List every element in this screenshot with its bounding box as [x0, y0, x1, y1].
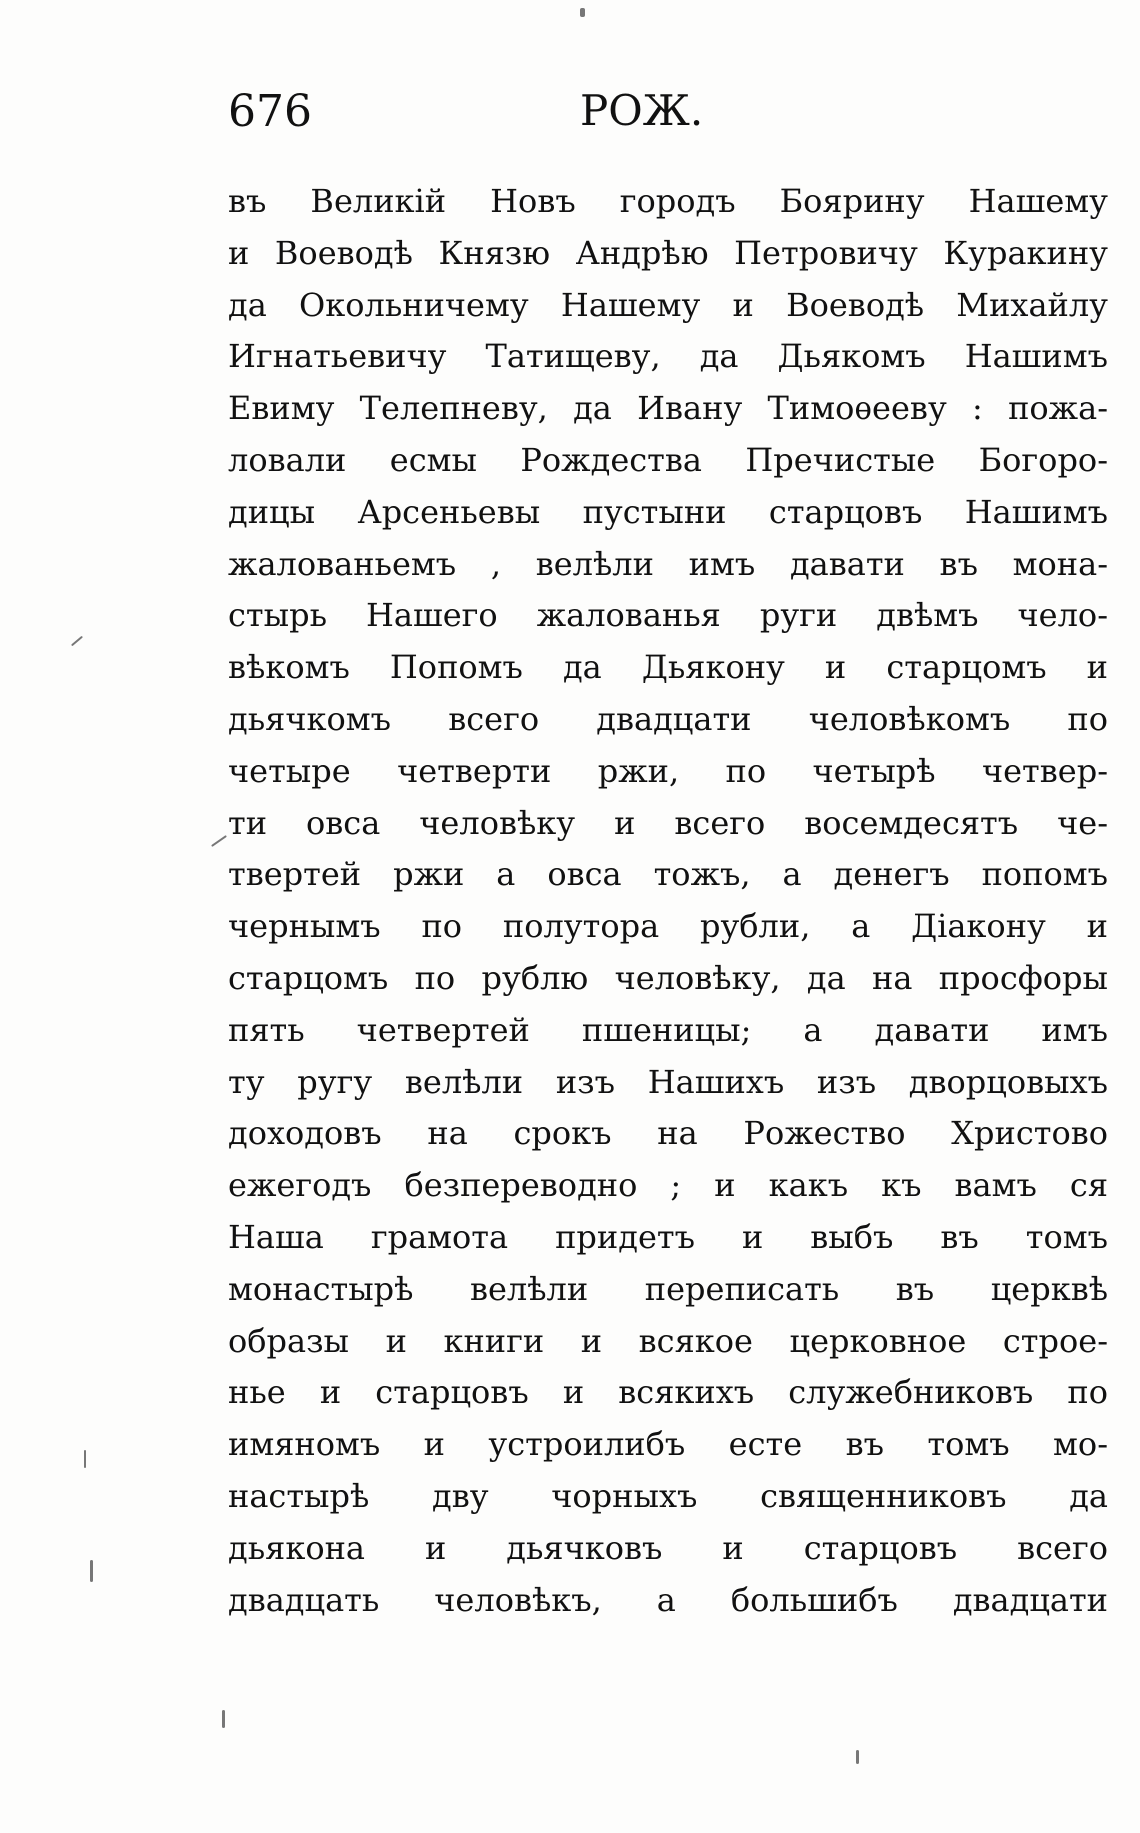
text-line: доходовъ на срокъ на Рожество Христово	[228, 1114, 1108, 1153]
text-line: двадцать человѣкъ, а большибъ двадцати	[228, 1580, 1108, 1619]
text-line: дьякона и дьячковъ и старцовъ всего	[228, 1528, 1108, 1567]
text-line: старцомъ по рублю человѣку, да на просфоры	[228, 958, 1108, 997]
text-line: дьячкомъ всего двадцати человѣкомъ по	[228, 699, 1108, 738]
scan-speck	[71, 636, 83, 647]
page-header	[228, 86, 1108, 146]
text-line: Наша грамота придетъ и выбъ въ томъ	[228, 1217, 1108, 1256]
body-text	[228, 176, 1108, 1626]
running-head: РОЖ.	[580, 86, 704, 135]
text-line: ежегодъ безпереводно ; и какъ къ вамъ ся	[228, 1166, 1108, 1205]
scan-speck	[90, 1560, 93, 1582]
text-line: ловали есмы Рождества Пречистые Богоро-	[228, 440, 1108, 479]
page-number: 676	[228, 86, 312, 137]
text-line: въ Великiй Новъ городъ Боярину Нашему	[228, 182, 1108, 220]
text-line: дицы Арсеньевы пустыни старцовъ Нашимъ	[228, 492, 1108, 531]
text-line: нье и старцовъ и всякихъ служебниковъ по	[228, 1373, 1108, 1412]
text-line: монастырѣ велѣли переписать въ церквѣ	[228, 1269, 1108, 1308]
scan-speck	[211, 835, 227, 847]
text-line: стырь Нашего жалованья руги двѣмъ чело-	[228, 596, 1108, 635]
text-line: жалованьемъ , велѣли имъ давати въ мона-	[228, 544, 1108, 583]
text-line: Евиму Телепневу, да Ивану Тимоѳееву : пожа-	[228, 389, 1108, 428]
text-line: и Воеводѣ Князю Андрѣю Петровичу Куракину	[228, 233, 1108, 272]
text-line: вѣкомъ Попомъ да Дьякону и старцомъ и	[228, 648, 1108, 687]
scan-speck	[222, 1710, 225, 1728]
text-line: образы и книги и всякое церковное строе-	[228, 1321, 1108, 1360]
text-line: твертей ржи а овса тожъ, а денегъ попомъ	[228, 855, 1108, 894]
text-line: да Окольничему Нашему и Воеводѣ Михайлу	[228, 285, 1108, 324]
scan-speck	[580, 8, 585, 17]
text-line: ту ругу велѣли изъ Нашихъ изъ дворцовыхъ	[228, 1062, 1108, 1101]
text-line: имяномъ и устроилибъ есте въ томъ мо-	[228, 1425, 1108, 1464]
text-line: ти овса человѣку и всего восемдесятъ че-	[228, 803, 1108, 842]
text-line: чернымъ по полутора рубли, а Дiакону и	[228, 907, 1108, 946]
scan-speck	[84, 1450, 86, 1468]
text-line: четыре четверти ржи, по четырѣ четвер-	[228, 751, 1108, 790]
text-line: пять четвертей пшеницы; а давати имъ	[228, 1010, 1108, 1049]
text-line: Игнатьевичу Татищеву, да Дьякомъ Нашимъ	[228, 337, 1108, 376]
scan-speck	[856, 1750, 859, 1764]
text-line: настырѣ дву чорныхъ священниковъ да	[228, 1476, 1108, 1515]
